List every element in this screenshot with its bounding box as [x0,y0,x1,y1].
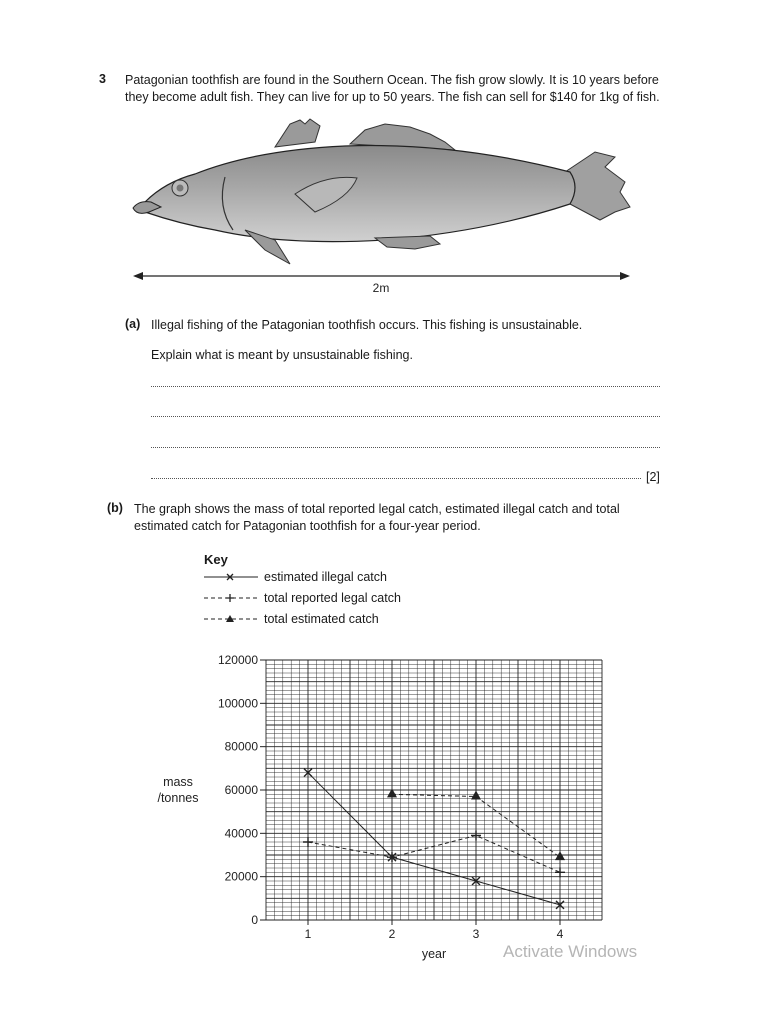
intro-line-2: they become adult fish. They can live for up to 50 years. The fish can sell for $140 for 1kg of fish. [125,90,660,104]
key-symbol-illegal [204,574,258,580]
part-a-label: (a) [125,317,141,331]
marker-plus [303,837,313,847]
part-b-line-2: estimated catch for Patagonian toothfish for a four-year period. [134,519,481,533]
y-tick-label: 100000 [217,696,258,711]
question-intro [125,72,670,106]
catch-line-chart [150,645,620,965]
x-tick-label: 3 [472,927,480,941]
activate-windows-watermark: Activate Windows [503,942,638,961]
part-b-text [134,501,670,535]
key-label-illegal: estimated illegal catch [264,570,387,584]
marker-triangle [555,851,565,860]
marker-plus [471,831,481,841]
chart-grid [266,660,602,920]
part-a-marks: [2] [646,470,660,484]
y-tick-label: 40000 [224,826,258,841]
key-label-total: total estimated catch [264,612,379,626]
answer-line-4[interactable] [151,478,641,479]
key-symbol-total [204,615,258,622]
intro-line-1: Patagonian toothfish are found in the Southern Ocean. The fish grow slowly. It is 10 years before [125,73,659,87]
question-number: 3 [99,72,106,86]
key-title: Key [204,552,228,567]
marker-plus [555,867,565,877]
answer-line-1[interactable] [151,386,660,387]
y-axis-label-line-2: /tonnes [157,791,199,805]
key-label-legal: total reported legal catch [264,591,401,605]
x-axis-label: year [421,947,447,961]
y-tick-label: 60000 [224,783,258,797]
y-tick-label: 20000 [224,869,258,884]
x-tick-label: 4 [556,927,564,941]
answer-line-3[interactable] [151,447,660,448]
y-tick-label: 80000 [224,739,258,754]
x-tick-label: 2 [388,927,396,941]
part-b-label: (b) [107,501,123,515]
part-b-line-1: The graph shows the mass of total reported legal catch, estimated illegal catch and total [134,502,620,516]
answer-line-2[interactable] [151,416,660,417]
marker-triangle [471,791,481,800]
part-a-instruction: Explain what is meant by unsustainable fishing. [151,348,413,362]
y-tick-label: 0 [251,913,258,927]
x-tick-label: 1 [304,927,312,941]
key-symbol-legal [204,594,258,602]
y-axis-label-line-1: mass [163,775,193,789]
y-tick-label: 120000 [217,653,258,667]
fish-length-label: 2m [372,281,390,295]
part-a-statement: Illegal fishing of the Patagonian toothfish occurs. This fishing is unsustainable. [151,318,583,332]
toothfish-illustration [125,112,645,302]
key-symbols [200,566,262,628]
